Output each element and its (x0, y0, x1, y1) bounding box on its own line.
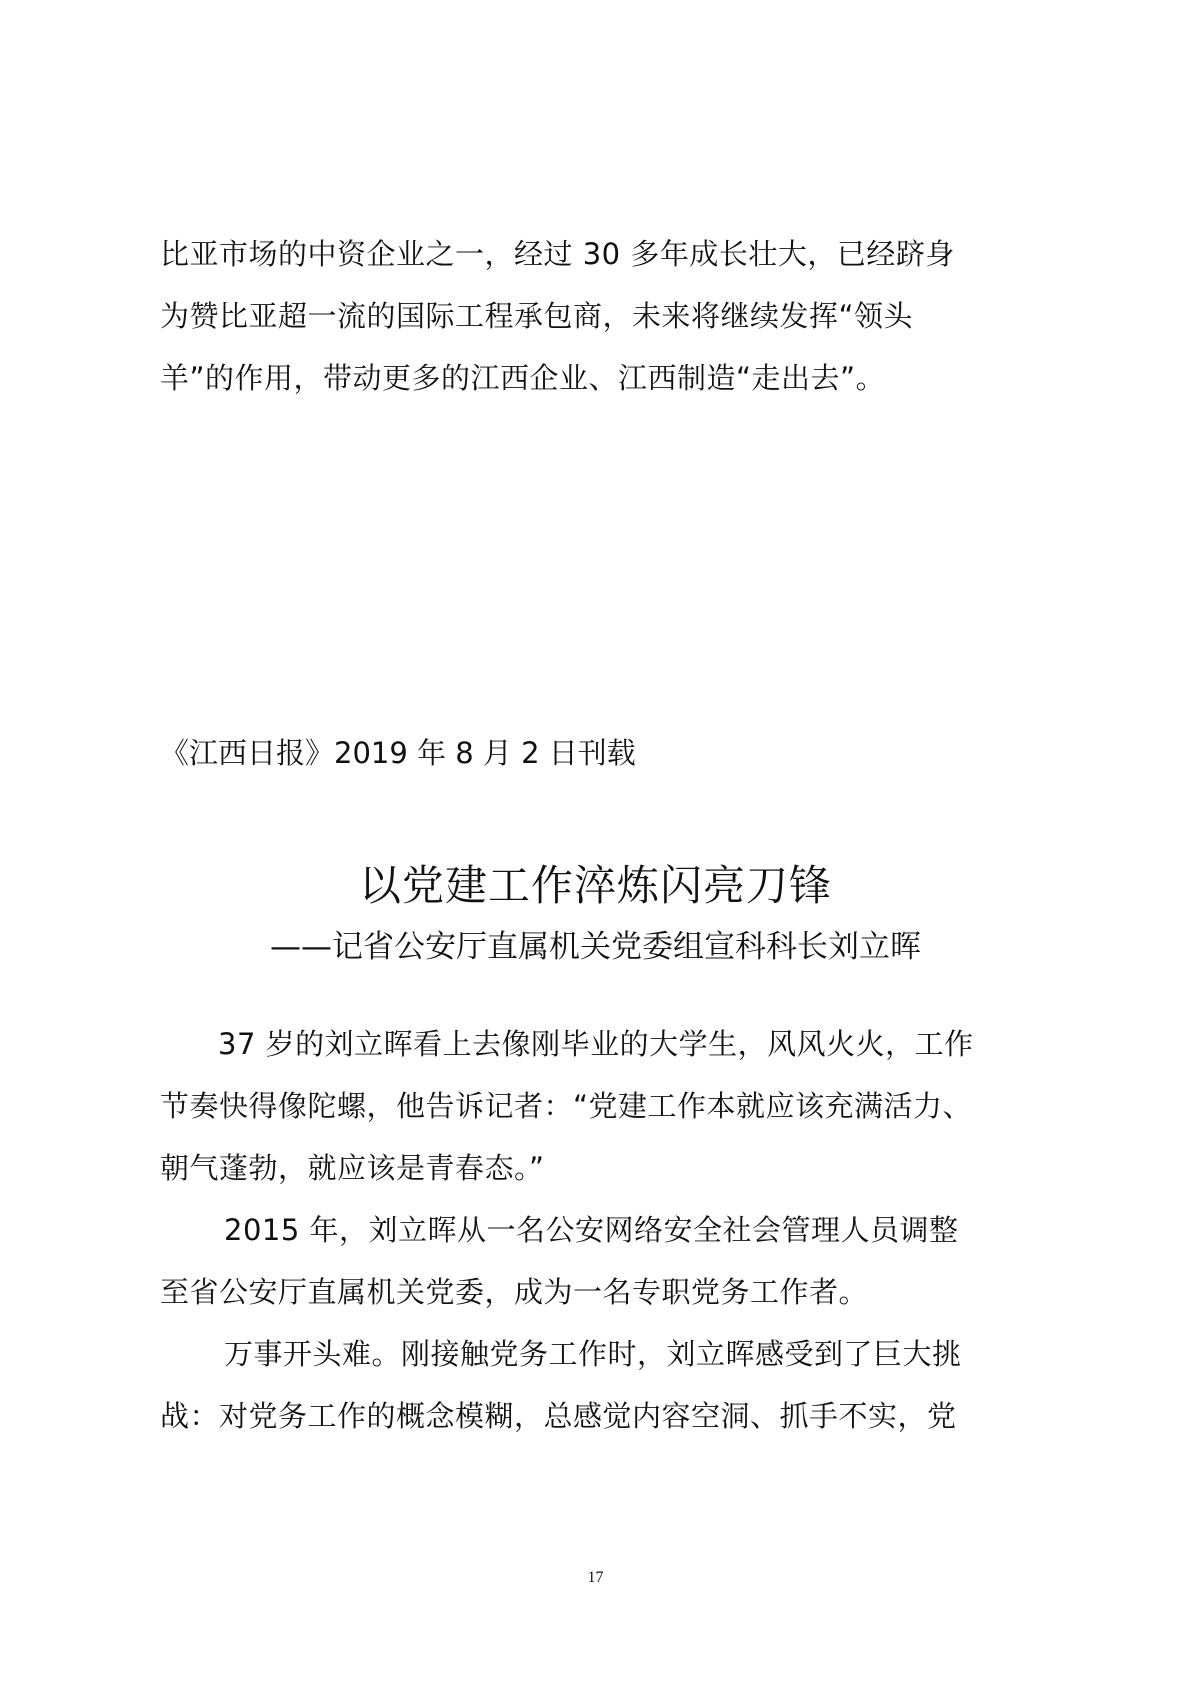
paragraph-line: 为赞比亚超一流的国际工程承包商，未来将继续发挥“领头 (160, 299, 914, 333)
paragraph-line: 万事开头难。刚接触党务工作时，刘立晖感受到了巨大挑 (224, 1337, 962, 1371)
paragraph-line: 2015 年，刘立晖从一名公安网络安全社会管理人员调整 (224, 1213, 959, 1247)
source-line: 《江西日报》2019 年 8 月 2 日刊载 (160, 736, 636, 770)
paragraph-line: 37 岁的刘立晖看上去像刚毕业的大学生，风风火火，工作 (218, 1027, 974, 1061)
paragraph-line: 羊”的作用，带动更多的江西企业、江西制造“走出去”。 (160, 361, 886, 395)
paragraph-line: 战：对党务工作的概念模糊，总感觉内容空洞、抓手不实，党 (160, 1399, 957, 1433)
continued-paragraph (160, 223, 1060, 409)
paragraph-line: 节奏快得像陀螺，他告诉记者：“党建工作本就应该充满活力、 (160, 1089, 973, 1123)
article-body (160, 1013, 1060, 1447)
article-title: 以党建工作淬炼闪亮刀锋 (358, 861, 832, 910)
paragraph-line: 至省公安厅直属机关党委，成为一名专职党务工作者。 (160, 1275, 869, 1309)
page-number: 17 (587, 1569, 604, 1586)
paragraph-line: 比亚市场的中资企业之一，经过 30 多年成长壮大，已经跻身 (160, 237, 955, 271)
article-subtitle: ——记省公安厅直属机关党委组宣科科长刘立晖 (270, 929, 921, 965)
paragraph-line: 朝气蓬勃，就应该是青春态。” (160, 1151, 545, 1185)
